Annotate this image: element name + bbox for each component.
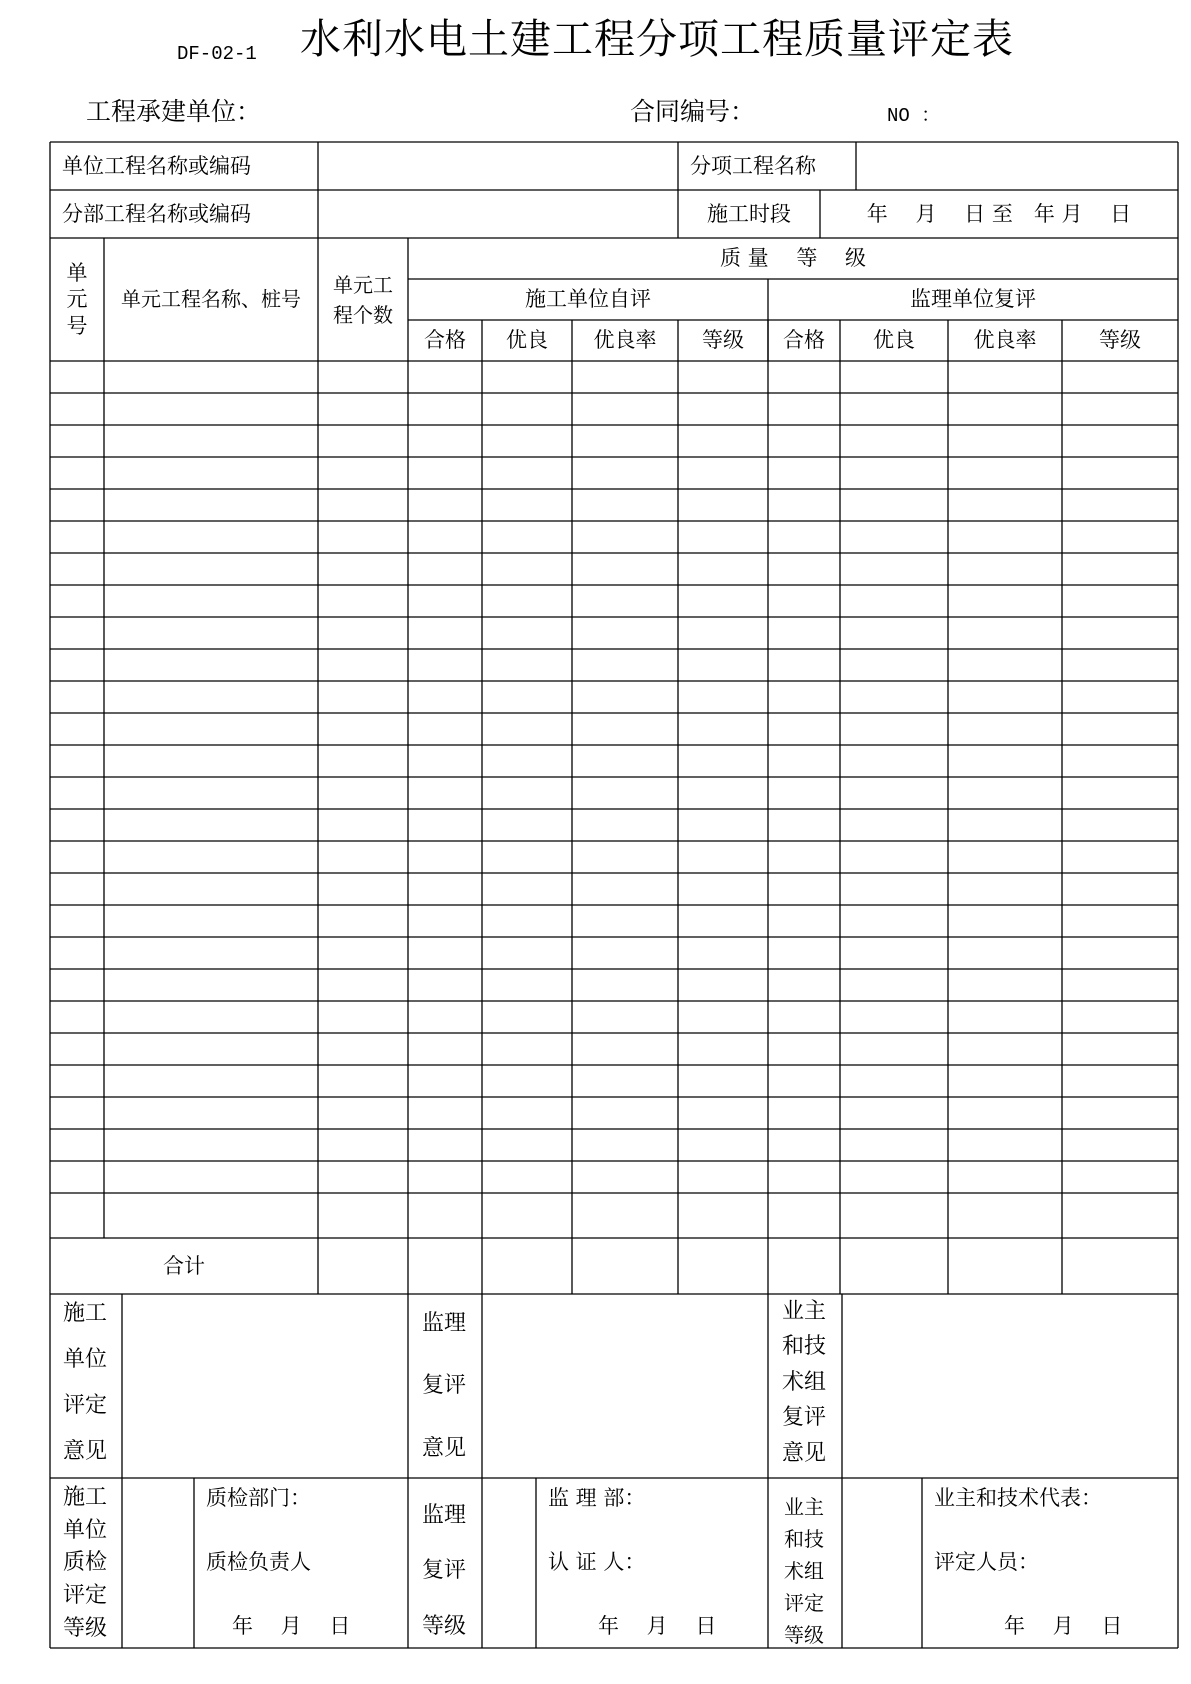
owner-grade-input[interactable]: [842, 1478, 922, 1648]
grade-line: 等级: [784, 1623, 824, 1647]
grade-column-header: 优良: [506, 328, 548, 353]
contractor-label: 工程承建单位：: [86, 97, 262, 126]
opinion-line: 监理: [421, 1311, 466, 1336]
supervision-date: 年 月 日: [598, 1614, 717, 1638]
supervision-opinion-label: [408, 1310, 480, 1462]
opinion-line: 意见: [62, 1439, 107, 1465]
unit-no-char: 单: [66, 261, 88, 286]
contractor-opinion-input[interactable]: [122, 1294, 408, 1478]
grade-line: 等级: [62, 1615, 107, 1641]
grade-line: 和技: [784, 1527, 824, 1551]
unit-count-header: [318, 238, 408, 361]
page-title: 水利水电土建工程分项工程质量评定表: [300, 15, 1014, 63]
opinion-line: 术组: [781, 1369, 826, 1395]
opinion-line: 施工: [62, 1301, 107, 1326]
grade-column-header: 优良率: [593, 328, 657, 353]
grade-column-header: 合格: [424, 328, 466, 353]
owner-date: 年 月 日: [1004, 1614, 1123, 1638]
unit-count-line: 单元工: [333, 272, 393, 297]
grade-line: 评定: [784, 1591, 824, 1615]
contract-number-label: 合同编号：: [630, 97, 756, 126]
unit-project-input[interactable]: [318, 142, 678, 190]
serial-number-label: NO ：: [887, 105, 941, 127]
grade-line: 复评: [421, 1558, 466, 1584]
grade-line: 等级: [421, 1613, 466, 1639]
qc-head-label: 质检负责人: [206, 1550, 311, 1574]
qc-date: 年 月 日: [232, 1614, 351, 1638]
grade-column-header: 等级: [1099, 328, 1141, 353]
unit-project-label: 单位工程名称或编码: [62, 153, 251, 178]
supervision-grade-input[interactable]: [482, 1478, 536, 1648]
period-label: 施工时段: [707, 201, 791, 226]
opinion-line: 复评: [781, 1405, 826, 1431]
grade-column-header: 优良率: [973, 328, 1037, 353]
period-value: 年 月 日 至 年 月 日: [866, 201, 1132, 226]
owner-rep-label: 业主和技术代表：: [934, 1486, 1102, 1510]
opinion-line: 评定: [62, 1393, 107, 1419]
certifier-label: 认 证 人：: [548, 1550, 646, 1574]
contractor-grade-input[interactable]: [122, 1478, 194, 1648]
opinion-line: 单位: [62, 1347, 107, 1373]
unit-no-char: 号: [66, 313, 88, 338]
opinion-line: 意见: [781, 1440, 826, 1466]
grade-column-header: 等级: [702, 328, 744, 353]
grade-line: 业主: [784, 1495, 824, 1519]
quality-grade-header: 质 量 等 级: [719, 246, 867, 271]
unit-no-char: 元: [66, 287, 88, 312]
total-label: 合计: [163, 1253, 205, 1278]
qc-dept-label: 质检部门：: [206, 1486, 311, 1510]
evaluator-label: 评定人员：: [934, 1550, 1039, 1574]
opinion-line: 和技: [781, 1334, 826, 1360]
owner-grade-label: [768, 1496, 840, 1646]
supervision-opinion-input[interactable]: [482, 1294, 768, 1478]
sub-item-input[interactable]: [856, 142, 1178, 190]
opinion-line: 意见: [421, 1435, 466, 1461]
supervision-eval-header: 监理单位复评: [910, 287, 1036, 312]
grade-line: 术组: [784, 1559, 824, 1583]
supervision-grade-label: [408, 1502, 480, 1640]
grade-line: 单位: [62, 1517, 107, 1543]
opinion-line: 业主: [781, 1299, 826, 1324]
contractor-opinion-label: [50, 1300, 120, 1466]
owner-opinion-label: [768, 1300, 840, 1466]
sub-item-label: 分项工程名称: [690, 153, 816, 178]
form-code: DF-02-1: [177, 43, 257, 65]
grade-line: 施工: [62, 1485, 107, 1510]
grade-line: 质检: [62, 1550, 107, 1576]
self-eval-header: 施工单位自评: [525, 287, 651, 312]
unit-no-header: [50, 238, 104, 361]
grade-column-header: 优良: [873, 328, 915, 353]
grade-line: 评定: [62, 1582, 107, 1608]
unit-name-header: 单元工程名称、桩号: [121, 287, 301, 311]
unit-count-line: 程个数: [333, 302, 393, 327]
grade-column-header: 合格: [783, 328, 825, 353]
division-input[interactable]: [318, 190, 678, 238]
supervision-dept-label: 监 理 部：: [548, 1486, 646, 1510]
opinion-line: 复评: [421, 1373, 466, 1399]
owner-opinion-input[interactable]: [842, 1294, 1178, 1478]
division-label: 分部工程名称或编码: [62, 201, 251, 226]
grade-line: 监理: [421, 1503, 466, 1528]
contractor-grade-label: [50, 1484, 120, 1642]
